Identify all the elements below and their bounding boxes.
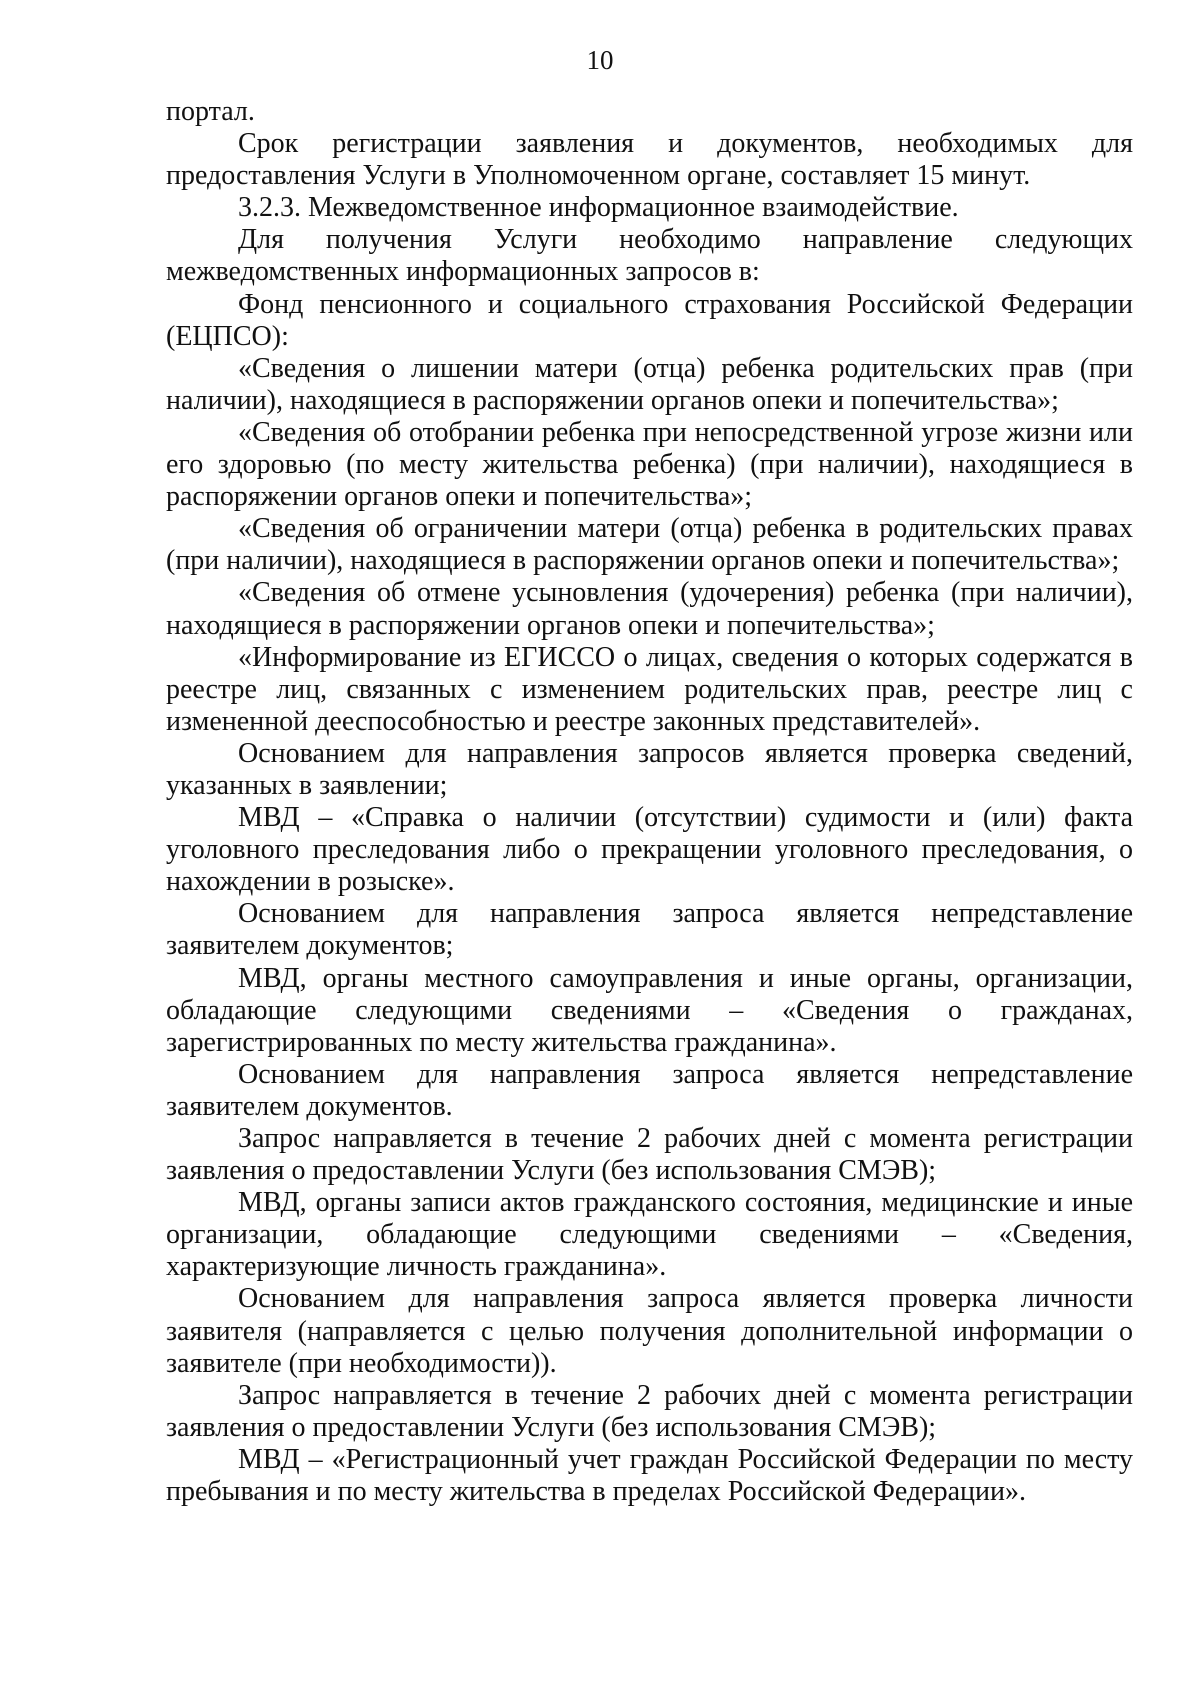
paragraph-mvd-residence-registration: МВД – «Регистрационный учет граждан Российской Федерации по месту пребывания и по месту жительства в пределах Российской Федерации». [166,1443,1133,1508]
paragraph-adoption-cancellation: «Сведения об отмене усыновления (удочерения) ребенка (при наличии), находящиеся в распоряжении органов опеки и попечительства»; [166,577,1133,641]
paragraph-interagency-requests: Для получения Услуги необходимо направление следующих межведомственных информационных запросов в: [166,224,1133,288]
paragraph-basis-identity-check: Основанием для направления запроса является проверка личности заявителя (направляется с целью получения дополнительной информации о заявителе (при необходимости)). [166,1283,1133,1379]
paragraph-pension-fund: Фонд пенсионного и социального страхования Российской Федерации (ЕЦПСО): [166,288,1133,352]
paragraph-mvd-criminal-record: МВД – «Справка о наличии (отсутствии) судимости и (или) факта уголовного преследования либо о прекращении уголовного преследования, о нахождении в розыске». [166,802,1133,898]
paragraph-registration-term: Срок регистрации заявления и документов, необходимых для предоставления Услуги в Уполномоченном органе, составляет 15 минут. [166,128,1133,192]
paragraph-basis-non-submission-2: Основанием для направления запроса является непредставление заявителем документов. [166,1058,1133,1122]
paragraph-request-deadline-1: Запрос направляется в течение 2 рабочих дней с момента регистрации заявления о предоставлении Услуги (без использования СМЭВ); [166,1123,1133,1187]
paragraph-child-removal: «Сведения об отобрании ребенка при непосредственной угрозе жизни или его здоровью (по месту жительства ребенка) (при наличии), находящиеся в распоряжении органов опеки и попечительства»; [166,416,1133,513]
paragraph-deprivation-rights: «Сведения о лишении матери (отца) ребенка родительских прав (при наличии), находящиеся в распоряжении органов опеки и попечительства»; [166,352,1133,416]
document-body [166,96,1133,1508]
paragraph-basis-non-submission-1: Основанием для направления запроса является непредставление заявителем документов; [166,898,1133,962]
paragraph-basis-verification: Основанием для направления запросов является проверка сведений, указанных в заявлении; [166,737,1133,801]
paragraph-egisso-info: «Информирование из ЕГИССО о лицах, сведения о которых содержатся в реестре лиц, связанных с изменением родительских прав, реестре лиц с измененной дееспособностью и реестре законных представителей». [166,641,1133,737]
section-heading-3-2-3: 3.2.3. Межведомственное информационное взаимодействие. [238,192,959,224]
paragraph-request-deadline-2: Запрос направляется в течение 2 рабочих дней с момента регистрации заявления о предоставлении Услуги (без использования СМЭВ); [166,1379,1133,1443]
paragraph-mvd-registered-citizens: МВД, органы местного самоуправления и иные органы, организации, обладающие следующими сведениями – «Сведения о гражданах, зарегистрированных по месту жительства гражданина». [166,962,1133,1058]
paragraph-mvd-civil-registry: МВД, органы записи актов гражданского состояния, медицинские и иные организации, обладающие следующими сведениями – «Сведения, характеризующие личность гражданина». [166,1187,1133,1283]
page-number: 10 [586,45,614,75]
paragraph-portal-continuation: портал. [166,96,255,127]
paragraph-restriction-rights: «Сведения об ограничении матери (отца) ребенка в родительских правах (при наличии), находящиеся в распоряжении органов опеки и попечительства»; [166,513,1133,577]
